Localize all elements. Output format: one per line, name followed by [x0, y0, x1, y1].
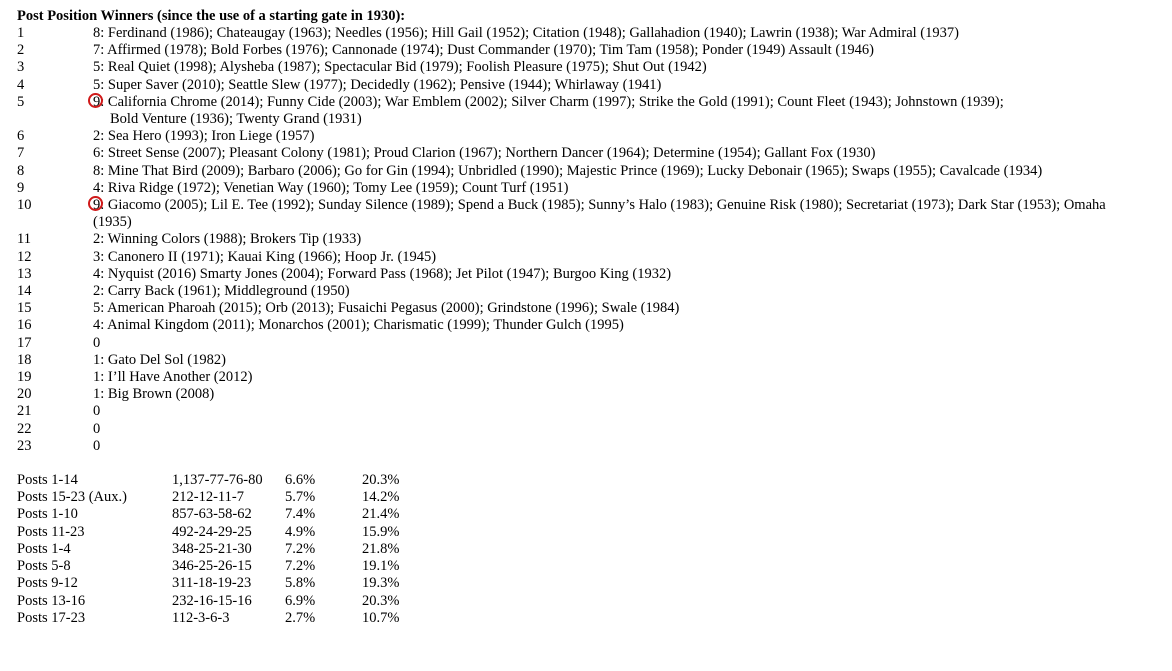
- post-winners: [93, 335, 1157, 352]
- post-group-label: Posts 9-12: [17, 575, 78, 592]
- post-row: [17, 42, 1157, 59]
- post-group-label: Posts 5-8: [17, 558, 71, 575]
- winner-count: 8: [93, 162, 101, 179]
- post-winners: 4: Nyquist (2016) Smarty Jones (2004); Forward Pass (1968); Jet Pilot (1947); Burgoo King (1932): [93, 265, 672, 282]
- post-row: [17, 163, 1157, 180]
- starts-record: 311-18-19-23: [172, 575, 252, 592]
- winner-names: Big Brown (2008): [107, 386, 215, 403]
- winner-count: 7: [93, 42, 101, 59]
- stats-row: [17, 558, 1157, 575]
- post-row: [17, 438, 1157, 455]
- post-row: [17, 352, 1157, 369]
- winner-names-continued: Bold Venture (1936); Twenty Grand (1931): [110, 111, 362, 128]
- winner-count: 0: [93, 403, 101, 420]
- winner-names: Ferdinand (1986); Chateaugay (1963); Needles (1956); Hill Gail (1952); Citation (1948); Gallahadion (1940); Lawrin (1938); War Admiral (1937): [107, 25, 959, 41]
- post-number: 12: [17, 248, 32, 265]
- winner-names: Canonero II (1971); Kauai King (1966); Hoop Jr. (1945): [107, 248, 437, 265]
- in-the-money-percentage: 21.4%: [362, 506, 400, 523]
- post-winners: 1: Gato Del Sol (1982): [93, 351, 226, 368]
- post-winners: 8: Ferdinand (1986); Chateaugay (1963); Needles (1956); Hill Gail (1952); Citation (1948); Gallahadion (1940); Lawrin (1938); War Admiral (1937): [93, 25, 959, 41]
- post-number: 21: [17, 403, 32, 420]
- post-winners: 9 : California Chrome (2014); Funny Cide (2003); War Emblem (2002); Silver Charm (1997); Strike the Gold (1991); Count Fleet (1943); Johnstown (1939); Bold Venture (1936); Twenty Grand (1931): [93, 94, 1157, 128]
- win-percentage: 7.2%: [285, 558, 316, 575]
- starts-record: 212-12-11-7: [172, 489, 244, 506]
- stats-row: [17, 472, 1157, 489]
- post-winners: 1: Big Brown (2008): [93, 386, 215, 403]
- post-number: 18: [17, 351, 32, 368]
- winner-count: 0: [93, 334, 101, 351]
- winner-count: 0: [93, 420, 101, 437]
- stats-row: [17, 524, 1157, 541]
- winner-names: Carry Back (1961); Middleground (1950): [107, 283, 350, 300]
- post-number: 17: [17, 334, 32, 351]
- post-number: 2: [17, 42, 25, 59]
- post-group-label: Posts 17-23: [17, 609, 86, 626]
- post-number: 8: [17, 162, 25, 179]
- post-number: 7: [17, 145, 25, 162]
- post-row: [17, 94, 1157, 128]
- starts-record: 1,137-77-76-80: [172, 472, 263, 489]
- in-the-money-percentage: 19.3%: [362, 575, 400, 592]
- post-row: [17, 283, 1157, 300]
- post-winners: [93, 438, 1157, 455]
- post-number: 14: [17, 283, 32, 300]
- highlight-circle: [88, 196, 103, 211]
- post-row: [17, 266, 1157, 283]
- stats-row: [17, 593, 1157, 610]
- post-winners: 5: Real Quiet (1998); Alysheba (1987); Spectacular Bid (1979); Foolish Pleasure (1975); Shut Out (1942): [93, 59, 707, 76]
- winner-count: 9: [93, 94, 100, 111]
- winner-names: Winning Colors (1988); Brokers Tip (1933): [107, 231, 362, 248]
- winner-names: Riva Ridge (1972); Venetian Way (1960); Tomy Lee (1959); Count Turf (1951): [107, 179, 569, 196]
- stats-row: [17, 610, 1157, 627]
- starts-record: 492-24-29-25: [172, 523, 252, 540]
- post-row: [17, 421, 1157, 438]
- post-group-label: Posts 1-14: [17, 472, 78, 489]
- winner-names: Affirmed (1978); Bold Forbes (1976); Cannonade (1974); Dust Commander (1970); Tim Tam (1958); Ponder (1949) Assault (1946): [107, 42, 874, 59]
- in-the-money-percentage: 20.3%: [362, 472, 400, 489]
- post-winners: [93, 403, 1157, 420]
- win-percentage: 5.7%: [285, 489, 316, 506]
- winner-names: Super Saver (2010); Seattle Slew (1977); Decidedly (1962); Pensive (1944); Whirlaway (1941): [107, 76, 662, 93]
- post-number: 9: [17, 179, 25, 196]
- post-group-label: Posts 1-4: [17, 540, 71, 557]
- in-the-money-percentage: 14.2%: [362, 489, 400, 506]
- post-winners: 6: Street Sense (2007); Pleasant Colony (1981); Proud Clarion (1967); Northern Dancer (1964); Determine (1954); Gallant Fox (1930): [93, 145, 876, 162]
- post-row: [17, 59, 1157, 76]
- post-row: [17, 145, 1157, 162]
- win-percentage: 7.4%: [285, 506, 316, 523]
- post-winners: 2: Sea Hero (1993); Iron Liege (1957): [93, 128, 315, 145]
- post-winners: 8: Mine That Bird (2009); Barbaro (2006); Go for Gin (1994); Unbridled (1990); Majestic Prince (1969); Lucky Debonair (1965); Swaps (1955); Cavalcade (1934): [93, 162, 1043, 179]
- in-the-money-percentage: 10.7%: [362, 609, 400, 626]
- starts-record: 857-63-58-62: [172, 506, 252, 523]
- winner-count: 9: [93, 197, 100, 214]
- post-winners: [93, 421, 1157, 438]
- post-winners: 4: Riva Ridge (1972); Venetian Way (1960); Tomy Lee (1959); Count Turf (1951): [93, 179, 569, 196]
- starts-record: 232-16-15-16: [172, 592, 252, 609]
- post-number: 10: [17, 197, 32, 214]
- post-group-label: Posts 13-16: [17, 592, 86, 609]
- starts-record: 346-25-26-15: [172, 558, 252, 575]
- post-winners: 3: Canonero II (1971); Kauai King (1966); Hoop Jr. (1945): [93, 248, 437, 265]
- post-winners: 1: I’ll Have Another (2012): [93, 369, 253, 386]
- winner-count: 1: [93, 351, 101, 368]
- post-row: [17, 300, 1157, 317]
- post-group-stats-table: [17, 472, 1157, 627]
- winner-count: 6: [93, 145, 101, 162]
- winner-count: 4: [93, 265, 101, 282]
- highlight-circle: [88, 93, 103, 108]
- in-the-money-percentage: 19.1%: [362, 558, 400, 575]
- win-percentage: 4.9%: [285, 523, 316, 540]
- post-number: 5: [17, 93, 25, 110]
- winner-count: 5: [93, 76, 101, 93]
- stats-row: [17, 541, 1157, 558]
- in-the-money-percentage: 20.3%: [362, 592, 400, 609]
- win-percentage: 7.2%: [285, 540, 316, 557]
- post-winners: 5: Super Saver (2010); Seattle Slew (1977); Decidedly (1962); Pensive (1944); Whirlaway (1941): [93, 76, 662, 93]
- winner-count: 3: [93, 248, 101, 265]
- winner-count: 2: [93, 283, 101, 300]
- post-group-label: Posts 15-23 (Aux.): [17, 489, 127, 506]
- post-group-label: Posts 1-10: [17, 506, 78, 523]
- winner-count: 1: [93, 369, 101, 386]
- winner-names: Nyquist (2016) Smarty Jones (2004); Forward Pass (1968); Jet Pilot (1947); Burgoo King (1932): [107, 265, 672, 282]
- winner-count: 2: [93, 128, 101, 145]
- post-number: 15: [17, 300, 32, 317]
- stats-row: [17, 489, 1157, 506]
- document: [17, 8, 1157, 627]
- post-row: [17, 386, 1157, 403]
- post-number: 16: [17, 317, 32, 334]
- post-row: [17, 317, 1157, 334]
- post-row: [17, 25, 1157, 42]
- post-row: [17, 231, 1157, 248]
- post-row: [17, 180, 1157, 197]
- post-number: 23: [17, 437, 32, 454]
- post-row: [17, 249, 1157, 266]
- starts-record: 348-25-21-30: [172, 540, 252, 557]
- post-number: 20: [17, 386, 32, 403]
- winner-names: American Pharoah (2015); Orb (2013); Fusaichi Pegasus (2000); Grindstone (1996); Swale (1984): [107, 300, 680, 317]
- win-percentage: 6.9%: [285, 592, 316, 609]
- post-number: 22: [17, 420, 32, 437]
- winner-count: 8: [93, 25, 101, 41]
- winner-names: Gato Del Sol (1982): [107, 351, 226, 368]
- post-winners: 2: Carry Back (1961); Middleground (1950): [93, 283, 350, 300]
- starts-record: 112-3-6-3: [172, 609, 230, 626]
- post-number: 19: [17, 369, 32, 386]
- winner-names: Animal Kingdom (2011); Monarchos (2001); Charismatic (1999); Thunder Gulch (1995): [107, 317, 624, 334]
- winner-names: Mine That Bird (2009); Barbaro (2006); Go for Gin (1994); Unbridled (1990); Majestic Prince (1969); Lucky Debonair (1965); Swaps (1955); Cavalcade (1934): [107, 162, 1043, 179]
- page-title: Post Position Winners (since the use of a starting gate in 1930):: [17, 8, 406, 24]
- post-winners: 9 : Giacomo (2005); Lil E. Tee (1992); Sunday Silence (1989); Spend a Buck (1985); Sunny’s Halo (1983); Genuine Risk (1980); Secretariat (1973); Dark Star (1953); Omaha (1935): [93, 197, 1157, 231]
- in-the-money-percentage: 15.9%: [362, 523, 400, 540]
- post-number: 3: [17, 59, 25, 76]
- winner-count: 5: [93, 59, 101, 76]
- winner-count: 5: [93, 300, 101, 317]
- post-row: [17, 77, 1157, 94]
- winner-count: 4: [93, 179, 101, 196]
- winner-names: Sea Hero (1993); Iron Liege (1957): [107, 128, 315, 145]
- post-row: [17, 128, 1157, 145]
- post-row: [17, 403, 1157, 420]
- post-group-label: Posts 11-23: [17, 523, 85, 540]
- winner-names: Giacomo (2005); Lil E. Tee (1992); Sunday Silence (1989); Spend a Buck (1985); Sunny’s Halo (1983); Genuine Risk (1980); Secretariat (1973); Dark Star (1953); Omaha (1935): [93, 197, 1106, 231]
- winner-names: Real Quiet (1998); Alysheba (1987); Spectacular Bid (1979); Foolish Pleasure (1975); Shut Out (1942): [107, 59, 707, 76]
- post-winners: 2: Winning Colors (1988); Brokers Tip (1933): [93, 231, 362, 248]
- post-position-list: [17, 25, 1157, 455]
- stats-row: [17, 506, 1157, 523]
- winner-count: 4: [93, 317, 101, 334]
- win-percentage: 6.6%: [285, 472, 316, 489]
- winner-count: 2: [93, 231, 101, 248]
- post-row: [17, 197, 1157, 231]
- post-number: 13: [17, 265, 32, 282]
- win-percentage: 2.7%: [285, 609, 316, 626]
- winner-count: 0: [93, 437, 101, 454]
- post-number: 1: [17, 25, 25, 41]
- post-number: 11: [17, 231, 31, 248]
- stats-row: [17, 575, 1157, 592]
- post-number: 6: [17, 128, 25, 145]
- winner-names: Street Sense (2007); Pleasant Colony (1981); Proud Clarion (1967); Northern Dancer (1964); Determine (1954); Gallant Fox (1930): [107, 145, 876, 162]
- post-winners: 7: Affirmed (1978); Bold Forbes (1976); Cannonade (1974); Dust Commander (1970); Tim Tam (1958); Ponder (1949) Assault (1946): [93, 42, 874, 59]
- winner-count: 1: [93, 386, 101, 403]
- post-row: [17, 335, 1157, 352]
- winner-names: I’ll Have Another (2012): [107, 369, 253, 386]
- in-the-money-percentage: 21.8%: [362, 540, 400, 557]
- winner-names: California Chrome (2014); Funny Cide (2003); War Emblem (2002); Silver Charm (1997); Strike the Gold (1991); Count Fleet (1943); Johnstown (1939);: [107, 93, 1004, 110]
- post-number: 4: [17, 76, 25, 93]
- post-row: [17, 369, 1157, 386]
- win-percentage: 5.8%: [285, 575, 316, 592]
- post-winners: 4: Animal Kingdom (2011); Monarchos (2001); Charismatic (1999); Thunder Gulch (1995): [93, 317, 624, 334]
- post-winners: 5: American Pharoah (2015); Orb (2013); Fusaichi Pegasus (2000); Grindstone (1996); Swale (1984): [93, 300, 680, 317]
